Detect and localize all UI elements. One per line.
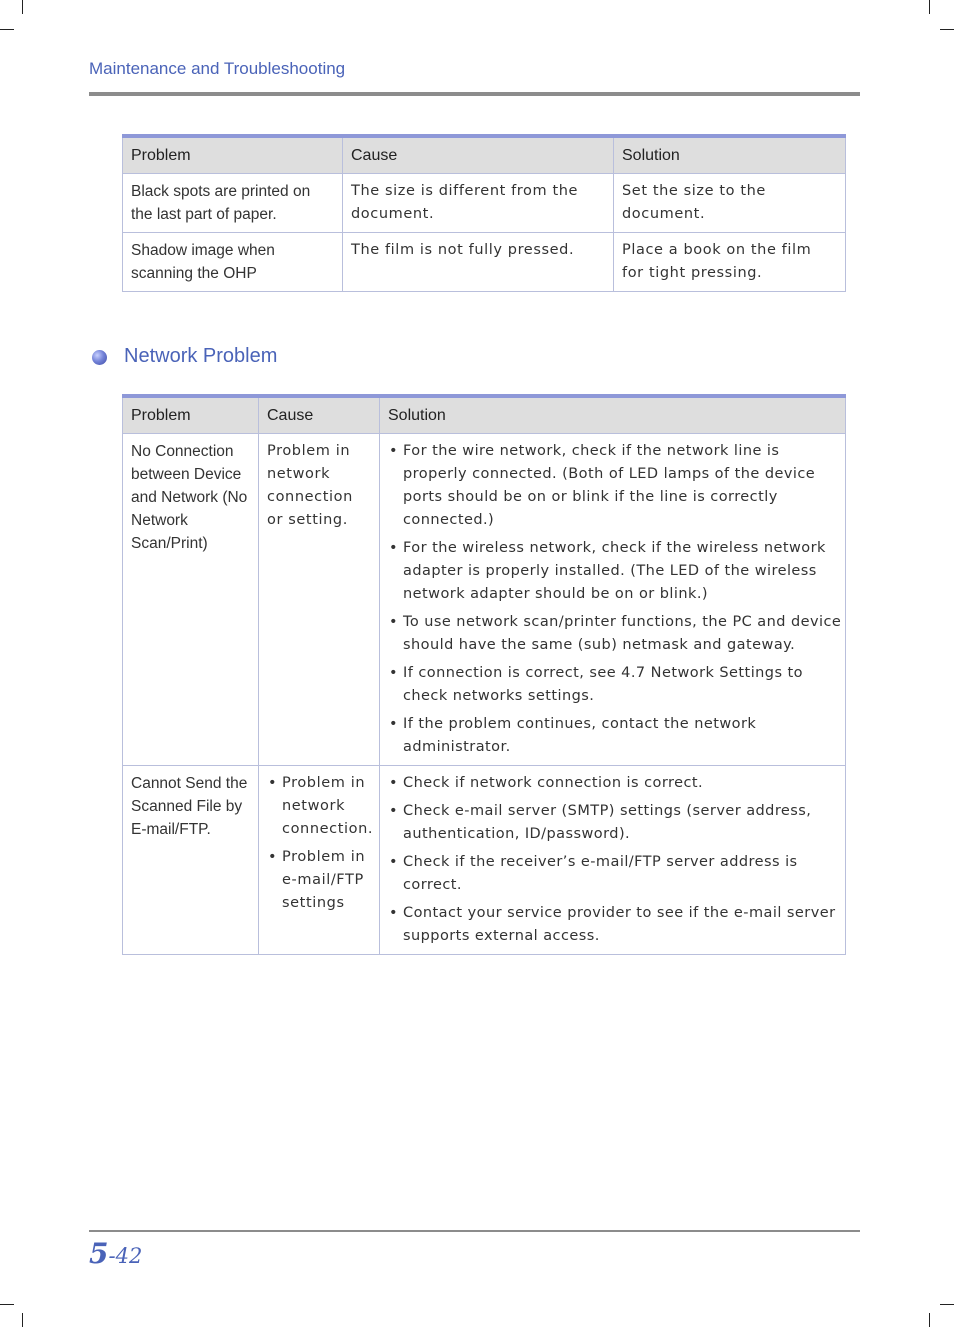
solution-text: Check e-mail server (SMTP) settings (server address, authentication, ID/password). [403,803,812,842]
cause-cell: Problem in network connection or setting. [259,434,380,766]
cause-cell: The film is not fully pressed. [343,233,614,292]
bullet-icon: • [389,614,399,630]
footer-rule [89,1230,860,1232]
column-header: Solution [380,396,846,434]
table-header-row [123,396,846,434]
bullet-icon: • [389,540,399,556]
crop-mark [940,29,954,30]
column-header: Cause [343,136,614,174]
bullet-icon: • [389,775,399,791]
crop-mark [940,1304,954,1305]
cause-cell [259,766,380,955]
solution-text: For the wire network, check if the network line is properly connected. (Both of LED lamps of the device ports should be on or blink if the line is correctly connected.) [403,443,816,528]
cause-list [267,772,374,915]
list-item [388,800,842,846]
crop-mark [929,0,930,14]
solution-list [388,440,842,759]
column-header: Solution [614,136,846,174]
table-row [123,233,846,292]
problem-cell: No Connection between Device and Network (No Network Scan/Print) [123,434,259,766]
section-bullet-icon [92,350,107,365]
section-title: Network Problem [124,345,278,367]
running-header: Maintenance and Troubleshooting [89,59,346,78]
list-item [388,611,842,657]
solution-cell: Place a book on the film for tight pressing. [614,233,846,292]
network-problem-table [122,394,846,955]
cause-cell: The size is different from the document. [343,174,614,233]
bullet-icon: • [389,854,399,870]
solution-cell [380,434,846,766]
solution-list [388,772,842,948]
solution-text: If connection is correct, see 4.7 Network Settings to check networks settings. [403,665,803,704]
solution-text: If the problem continues, contact the network administrator. [403,716,757,755]
solution-cell: Set the size to the document. [614,174,846,233]
problem-cell: Cannot Send the Scanned File by E-mail/FTP. [123,766,259,955]
bullet-icon: • [389,443,399,459]
list-item [388,662,842,708]
solution-text: To use network scan/printer functions, the PC and device should have the same (sub) netmask and gateway. [403,614,842,653]
list-item [388,713,842,759]
scan-problem-table [122,134,846,292]
list-item [388,537,842,606]
list-item [267,846,371,915]
header-rule [89,92,860,96]
bullet-icon: • [389,716,399,732]
list-item [267,772,374,841]
table-header-row [123,136,846,174]
crop-mark [0,29,14,30]
list-item [388,772,842,795]
page-index: -42 [108,1244,143,1268]
list-item [388,440,842,532]
table-row [123,174,846,233]
bullet-icon: • [389,905,399,921]
solution-text: Contact your service provider to see if the e-mail server supports external access. [403,905,836,944]
bullet-icon: • [389,803,399,819]
solution-text: Check if network connection is correct. [403,775,704,791]
problem-cell: Shadow image when scanning the OHP [123,233,343,292]
solution-text: Check if the receiver’s e-mail/FTP server address is correct. [403,854,798,893]
list-item [388,851,842,897]
crop-mark [22,0,23,14]
solution-text: For the wireless network, check if the wireless network adapter is properly installed. (The LED of the wireless network adapter should be on or blink.) [403,540,826,602]
crop-mark [0,1304,14,1305]
table-row [123,766,846,955]
bullet-icon: • [389,665,399,681]
column-header: Problem [123,396,259,434]
page-number [89,1237,142,1270]
solution-cell [380,766,846,955]
bullet-icon: • [268,849,278,865]
cause-text: Problem in network connection. [282,775,374,837]
problem-cell: Black spots are printed on the last part of paper. [123,174,343,233]
page-chapter: 5 [89,1237,109,1270]
list-item [388,902,842,948]
cause-text: Problem in e-mail/FTP settings [282,849,366,911]
table-row [123,434,846,766]
bullet-icon: • [268,775,278,791]
column-header: Problem [123,136,343,174]
crop-mark [22,1313,23,1327]
column-header: Cause [259,396,380,434]
crop-mark [929,1313,930,1327]
